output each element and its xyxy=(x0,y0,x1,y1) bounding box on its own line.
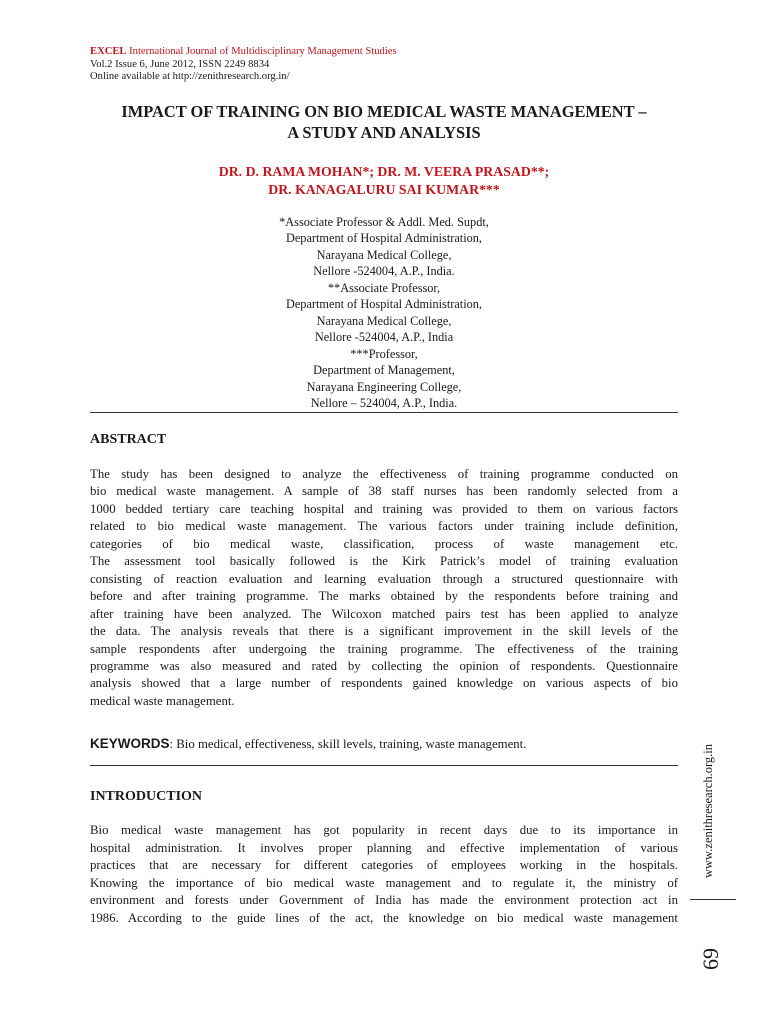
journal-issue: Vol.2 Issue 6, June 2012, ISSN 2249 8834 xyxy=(90,58,270,70)
abstract-line: the data. The analysis reveals that there is a significant improvement in the skill levels of the xyxy=(90,624,678,639)
introduction-line: hospital administration. It involves proper planning and effective implementation of various xyxy=(90,840,678,855)
abstract-line: categories of bio medical waste, classification, process of waste management etc. xyxy=(90,536,678,551)
journal-header xyxy=(90,46,397,84)
section-divider xyxy=(90,412,678,413)
affiliation-line: Nellore – 524004, A.P., India. xyxy=(310,395,458,410)
abstract-line: programme was also measured and rated by collecting the opinion of respondents. Questionnaire xyxy=(90,658,678,673)
journal-name-rest: International Journal of Multidisciplinary Management Studies xyxy=(126,46,397,57)
introduction-line: 1986. According to the guide lines of the act, the knowledge on bio medical waste management xyxy=(90,910,678,925)
page-number: 69 xyxy=(698,948,723,970)
side-url: www.zenithresearch.org.in xyxy=(701,744,715,878)
abstract-line: sample respondents after undergoing the training programme. The effectiveness of the training xyxy=(90,641,678,656)
affiliation-line: Department of Management, xyxy=(313,363,455,378)
affiliation-line: Nellore -524004, A.P., India. xyxy=(313,264,455,279)
introduction-line: practices that are necessary for different categories of employees working in the hospitals. xyxy=(90,858,678,872)
affiliation-line: Narayana Medical College, xyxy=(316,313,452,328)
paper-authors xyxy=(60,163,708,198)
author-line: DR. D. RAMA MOHAN*; DR. M. VEERA PRASAD**; xyxy=(218,164,550,179)
abstract-line: medical waste management. xyxy=(90,693,235,708)
paper-title xyxy=(60,101,708,143)
journal-name xyxy=(90,46,397,59)
affiliation-line: *Associate Professor & Addl. Med. Supdt, xyxy=(279,215,489,229)
affiliation-line: Department of Hospital Administration, xyxy=(285,297,483,312)
abstract-heading: ABSTRACT xyxy=(90,432,167,447)
abstract-body xyxy=(90,466,678,710)
affiliation-line: Narayana Engineering College, xyxy=(306,379,462,394)
abstract-line: analysis showed that a large number of respondents gained knowledge on various aspects of bio xyxy=(90,676,678,691)
abstract-line: related to bio medical waste management. The various factors under training include definition, xyxy=(90,519,678,534)
abstract-line: The assessment tool basically followed is the Kirk Patrick’s model of training evaluation xyxy=(90,554,678,569)
author-line: DR. KANAGALURU SAI KUMAR*** xyxy=(268,181,500,197)
keywords-label: KEYWORDS xyxy=(90,736,170,751)
abstract-line: before and after training programme. The marks obtained by the respondents before training and xyxy=(90,589,678,604)
introduction-line: Knowing the importance of bio medical waste management and to regulate it, the ministry of xyxy=(90,875,678,890)
title-line: A STUDY AND ANALYSIS xyxy=(287,123,481,142)
journal-name-bold: EXCEL xyxy=(90,46,127,57)
affiliation-line: **Associate Professor, xyxy=(327,280,441,295)
keywords-text: : Bio medical, effectiveness, skill levels, training, waste management. xyxy=(169,737,527,751)
author-affiliations xyxy=(60,214,708,411)
affiliation-line: Department of Hospital Administration, xyxy=(285,231,483,246)
title-line: IMPACT OF TRAINING ON BIO MEDICAL WASTE MANAGEMENT – xyxy=(121,102,647,121)
introduction-line: Bio medical waste management has got popularity in recent days due to its importance in xyxy=(90,823,678,837)
section-divider xyxy=(90,765,678,766)
affiliation-line: Narayana Medical College, xyxy=(316,247,452,262)
abstract-line: consisting of reaction evaluation and learning evaluation through a structured questionnaire with xyxy=(90,571,678,586)
margin-divider xyxy=(690,899,736,900)
affiliation-line: Nellore -524004, A.P., India xyxy=(314,330,454,345)
introduction-heading: INTRODUCTION xyxy=(90,789,203,804)
introduction-body xyxy=(90,822,678,927)
keywords xyxy=(90,736,526,752)
journal-online: Online available at http://zenithresearch.org.in/ xyxy=(90,71,290,83)
introduction-line: environment and forests under Government of India has made the environment protection act in xyxy=(90,893,678,907)
affiliation-line: ***Professor, xyxy=(350,346,418,361)
abstract-line: 1000 bedded tertiary care teaching hospital and training was provided to them on various factors xyxy=(90,501,678,516)
abstract-line: The study has been designed to analyze the effectiveness of training programme conducted on xyxy=(90,467,678,481)
abstract-line: bio medical waste management. A sample of 38 staff nurses has been randomly selected from a xyxy=(90,484,678,499)
abstract-line: after training have been analyzed. The Wilcoxon matched pairs test has been applied to analyze xyxy=(90,606,678,621)
